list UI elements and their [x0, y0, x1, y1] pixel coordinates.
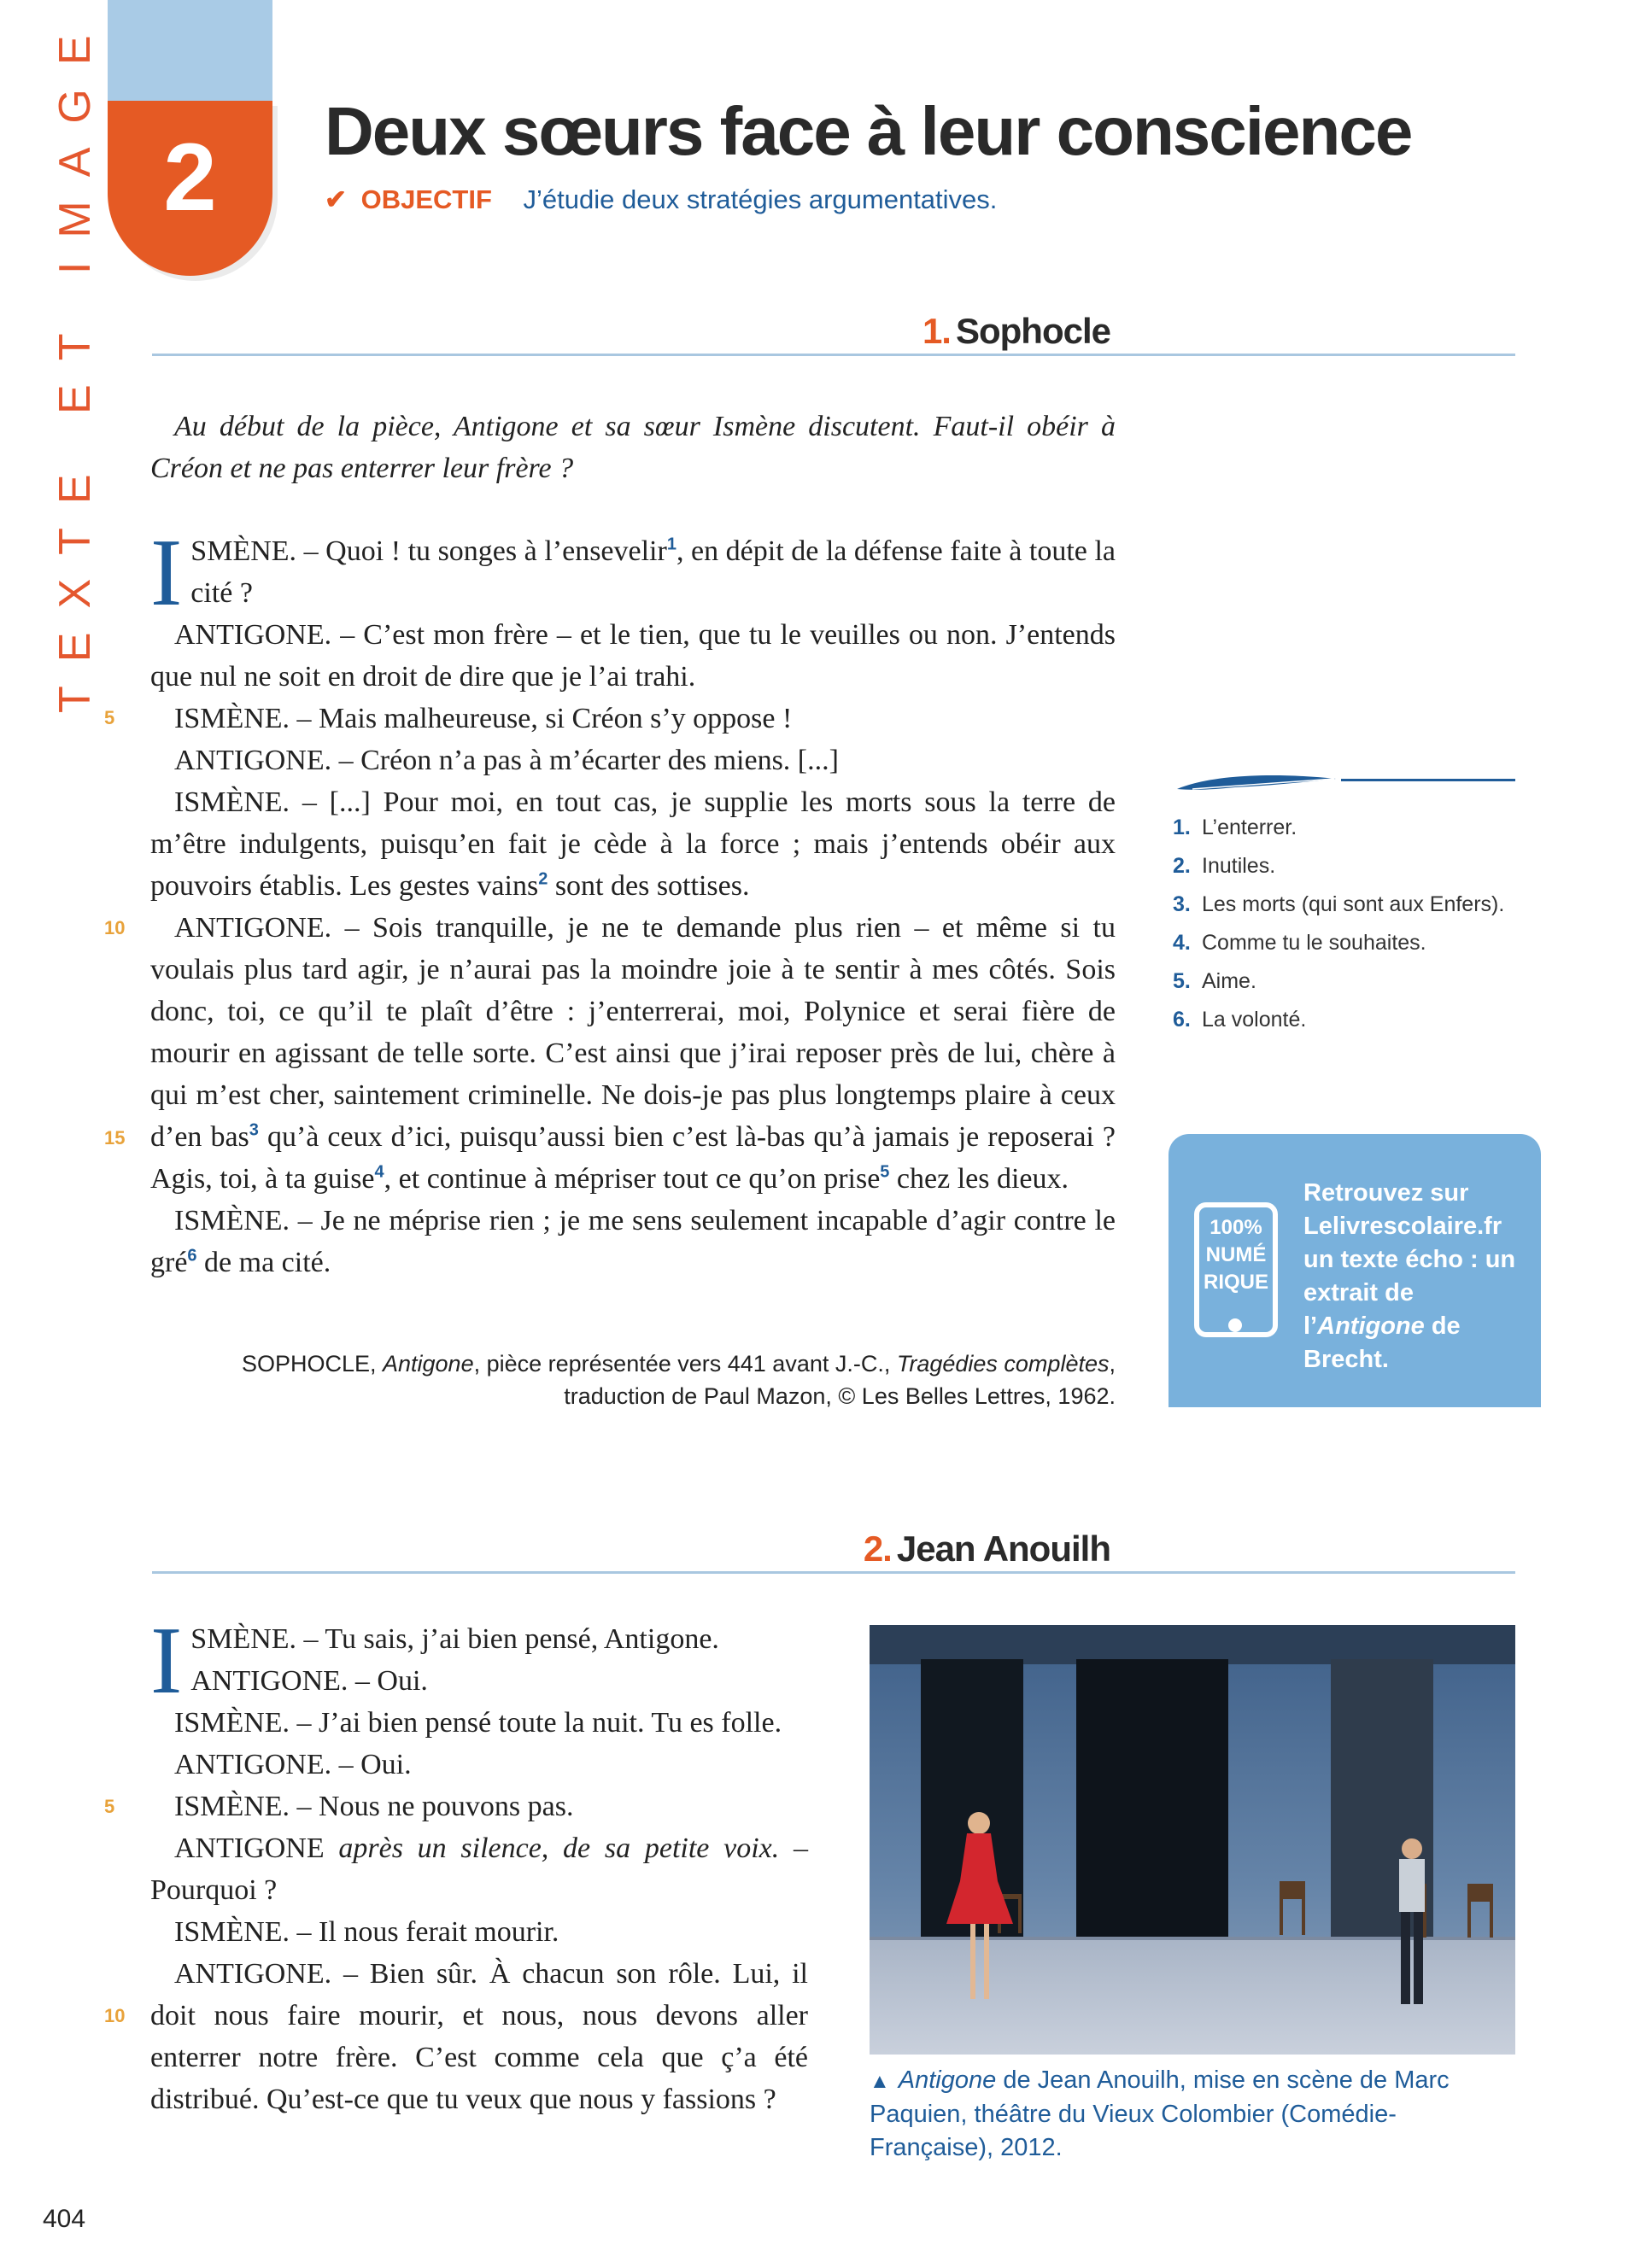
footnote-item: 6. La volonté. [1173, 1008, 1307, 1032]
drop-cap: I [150, 520, 183, 626]
checkmark-icon: ✔ [325, 184, 347, 214]
section-intro: Au début de la pièce, Antigone et sa sœur Ismène discutent. Faut-il obéir à Créon et ne pas enterrer leur frère ? [150, 411, 1116, 484]
footnote-ref: 5 [880, 1162, 890, 1182]
line-number: 10 [104, 2005, 126, 2026]
section-number: 2. [863, 1529, 892, 1569]
dialogue-line: ANTIGONE. – Créon n’a pas à m’écarter des miens. [...] [174, 745, 839, 776]
objective-label: OBJECTIF [360, 184, 492, 214]
section-title: Jean Anouilh [896, 1529, 1110, 1569]
footnote-item: 5. Aime. [1173, 969, 1256, 993]
notes-divider [1341, 779, 1515, 781]
dialogue-line: ISMÈNE. – [...] Pour moi, en tout cas, je supplie les morts sous la terre de m’être indulgents, puisqu’en fait je cède à la force ; mais j’entends obéir aux pouvoirs établis. Les gestes vains$^2$ sont des sottises. [150, 786, 1116, 902]
theatre-scene-image [870, 1625, 1515, 2055]
footnotes-list [1173, 813, 1514, 1043]
footnote-ref: 1 [666, 535, 676, 554]
footnote-ref: 4 [374, 1162, 384, 1182]
dialogue-line: ISMÈNE. – Nous ne pouvons pas. [174, 1791, 574, 1822]
section-strip-label: TEXTE ET IMAGE [50, 11, 100, 713]
dialogue-line: ANTIGONE. – Bien sûr. À chacun son rôle. Lui, il doit nous faire mourir, et nous, nous devons aller enterrer notre frère. C’est comme cela que ç’a été distribué. Qu’est-ce que tu veux que nous y fassions ? [150, 1958, 808, 2115]
line-number: 5 [104, 1796, 115, 1817]
footnote-ref: 3 [249, 1120, 259, 1140]
source-citation: SOPHOCLE, Antigone, pièce représentée vers 441 avant J.-C., Tragédies complètes, traduction de Paul Mazon, © Les Belles Lettres, 1962. [241, 1351, 1116, 1409]
dialogue-line: ANTIGONE. – Oui. [190, 1665, 428, 1697]
dialogue-line: ISMÈNE. – Quoi ! tu songes à l’ensevelir$^1$, en dépit de la défense faite à toute la cité ? [150, 520, 1116, 626]
page-number: 404 [43, 2205, 86, 2233]
page-title: Deux sœurs face à leur conscience [325, 93, 1412, 169]
phone-label: 100% NUMÉ RIQUE [1203, 1216, 1268, 1294]
section-number: 1. [922, 311, 951, 351]
section-title: Sophocle [955, 311, 1110, 351]
section-divider [152, 1571, 1515, 1574]
line-number: 10 [104, 917, 126, 938]
footnote-ref: 6 [187, 1246, 197, 1266]
objective-text: J’étudie deux stratégies argumentatives. [523, 184, 998, 214]
footnote-item: 1. L’enterrer. [1173, 815, 1297, 839]
chapter-number: 2 [163, 124, 217, 231]
dialogue-line: ISMÈNE. – Je ne méprise rien ; je me sens seulement incapable d’agir contre le gré$^6$ de ma cité. [150, 1205, 1116, 1278]
photo-caption: ▲ Antigone de Jean Anouilh, mise en scène de Marc Paquien, théâtre du Vieux Colombier (Comédie-Française), 2012. [870, 2066, 1450, 2161]
drop-cap: I [150, 1608, 183, 1714]
section-heading-1 [922, 311, 1110, 352]
section-heading-2 [864, 1529, 1110, 1569]
quill-feather-icon [1175, 770, 1338, 792]
footnote-item: 3. Les morts (qui sont aux Enfers). [1173, 892, 1505, 916]
dialogue-line: ISMÈNE. – Il nous ferait mourir. [174, 1916, 559, 1948]
dialogue-line: ANTIGONE. – Oui. [174, 1749, 412, 1780]
dialogue-line: ISMÈNE. – Mais malheureuse, si Créon s’y oppose ! [174, 703, 793, 734]
line-number: 15 [104, 1127, 126, 1149]
stage-photo [870, 1625, 1515, 2055]
section-divider [152, 354, 1515, 356]
objective-line [325, 184, 997, 215]
dialogue-line: ANTIGONE. – C’est mon frère – et le tien, que tu le veuilles ou non. J’entends que nul ne soit en droit de dire que je l’ai trahi. [150, 619, 1116, 693]
footnote-item: 2. Inutiles. [1173, 854, 1276, 878]
play-excerpt-sophocle [150, 520, 1116, 1283]
dialogue-line: ISMÈNE. – Tu sais, j’ai bien pensé, Antigone. [150, 1608, 719, 1714]
footnote-ref: 2 [538, 869, 548, 889]
dialogue-line: ANTIGONE après un silence, de sa petite voix. – Pourquoi ? [150, 1833, 808, 1906]
phone-button-icon [1228, 1318, 1242, 1332]
dialogue-line: ISMÈNE. – J’ai bien pensé toute la nuit. Tu es folle. [174, 1707, 782, 1739]
footnote-item: 4. Comme tu le souhaites. [1173, 931, 1426, 955]
dialogue-line: ANTIGONE. – Sois tranquille, je ne te demande plus rien – et même si tu voulais plus tard agir, je n’aurai pas la moindre joie à te sentir à mes côtés. Sois donc, toi, ce qu’il te plaît d’être : j’enterrerai, moi, Polynice et serai fière de mourir en agissant de telle sorte. C’est ainsi que j’irai reposer près de lui, chère à qui m’est cher, saintement criminelle. Ne dois-je pas plus longtemps plaire à ceux d’en bas$^3$ qu’à ceux d’ici, puisqu’aussi bien c’est là-bas qu’à jamais je reposerai ? Agis, toi, à ta guise$^4$, et continue à mépriser tout ce qu’on prise$^5$ chez les dieux. [150, 912, 1116, 1195]
play-excerpt-anouilh [150, 1608, 808, 2120]
line-number: 5 [104, 707, 115, 728]
digital-resource-text[interactable]: Retrouvez sur Lelivrescolaire.fr un texte écho : un extrait de l’Antigone de Brecht. [1303, 1179, 1516, 1373]
triangle-up-icon: ▲ [870, 2070, 890, 2093]
